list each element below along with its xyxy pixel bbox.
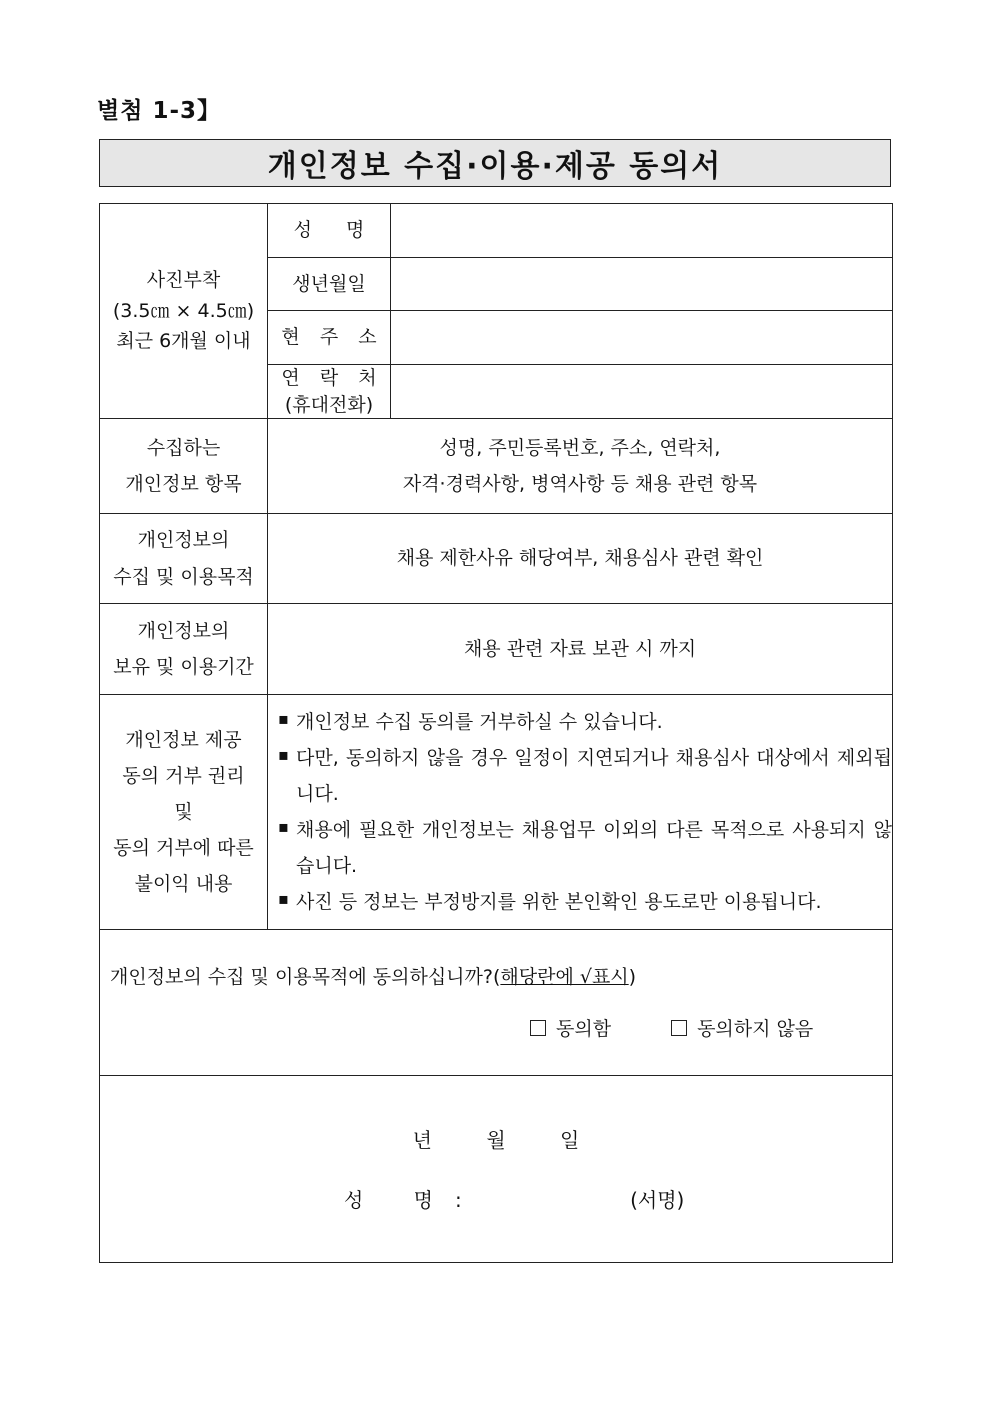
- day-label: 일: [560, 1128, 580, 1152]
- purpose-value: 채용 제한사유 해당여부, 채용심사 관련 확인: [268, 514, 892, 604]
- period-value: 채용 관련 자료 보관 시 까지: [268, 604, 892, 695]
- address-label: 현 주 소: [268, 311, 391, 365]
- birth-input[interactable]: [391, 258, 892, 311]
- contact-label: 연 락 처 (휴대전화): [268, 365, 391, 419]
- page-title: 개인정보 수집·이용·제공 동의서: [99, 139, 891, 187]
- name-label: 성 명: [268, 204, 391, 258]
- items-label: 수집하는 개인정보 항목: [100, 419, 268, 514]
- refuse-list: [268, 704, 892, 921]
- list-item: ▪ 채용에 필요한 개인정보는 채용업무 이외의 다른 목적으로 사용되지 않습니다.: [268, 812, 892, 884]
- date-line: [100, 1124, 892, 1153]
- list-item: ▪ 다만, 동의하지 않을 경우 일정이 지연되거나 채용심사 대상에서 제외됩니다.: [268, 740, 892, 812]
- photo-area: [100, 204, 268, 419]
- signature-section: [100, 1076, 892, 1262]
- list-item: ▪ 사진 등 정보는 부정방지를 위한 본인확인 용도로만 이용됩니다.: [268, 884, 892, 920]
- year-label: 년: [412, 1128, 432, 1152]
- address-input[interactable]: [391, 311, 892, 365]
- disagree-checkbox[interactable]: [671, 1020, 687, 1036]
- refuse-value: [268, 695, 892, 930]
- annex-label: 별첨 1-3】: [97, 98, 221, 124]
- consent-options: [530, 1014, 813, 1041]
- items-value: 성명, 주민등록번호, 주소, 연락처, 자격·경력사항, 병역사항 등 채용 관련 항목: [268, 419, 892, 514]
- consent-question: 개인정보의 수집 및 이용목적에 동의하십니까?(해당란에 √표시): [110, 966, 637, 988]
- period-label: 개인정보의 보유 및 이용기간: [100, 604, 268, 695]
- signature-line: [344, 1184, 684, 1213]
- contact-input[interactable]: [391, 365, 892, 419]
- purpose-label: 개인정보의 수집 및 이용목적: [100, 514, 268, 604]
- consent-form: [99, 203, 893, 1263]
- disagree-option[interactable]: 동의하지 않음: [671, 1014, 813, 1041]
- month-label: 월: [486, 1128, 506, 1152]
- name-input[interactable]: [391, 204, 892, 258]
- consent-section: [100, 930, 892, 1076]
- list-item: ▪ 개인정보 수집 동의를 거부하실 수 있습니다.: [268, 704, 892, 740]
- consent-hint: 해당란에 √표시: [500, 966, 629, 988]
- photo-line1: 사진부착: [146, 269, 221, 292]
- refuse-label: 개인정보 제공 동의 거부 권리 및 동의 거부에 따른 불이익 내용: [100, 695, 268, 930]
- photo-line3: 최근 6개월 이내: [116, 330, 251, 353]
- agree-checkbox[interactable]: [530, 1020, 546, 1036]
- sign-label[interactable]: (서명): [630, 1188, 685, 1212]
- birth-label: 생년월일: [268, 258, 391, 311]
- signer-name-label: 성 명:: [344, 1188, 484, 1212]
- agree-option[interactable]: 동의함: [530, 1014, 611, 1041]
- photo-line2: (3.5㎝ × 4.5㎝): [112, 299, 255, 322]
